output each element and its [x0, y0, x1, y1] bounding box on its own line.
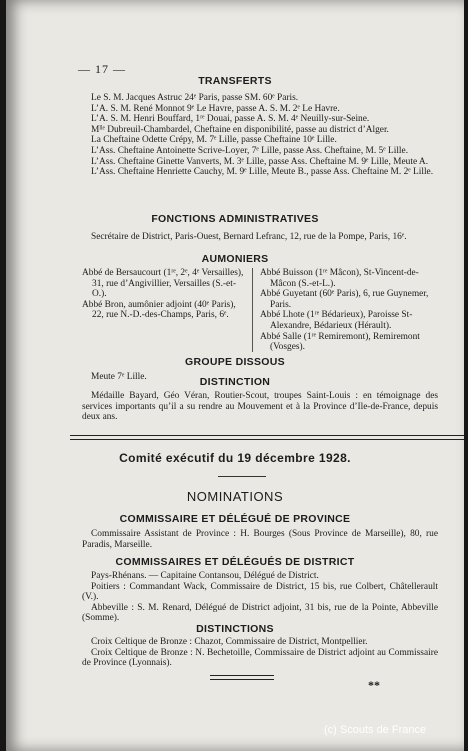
- distinction-heading: DISTINCTION: [199, 376, 271, 388]
- district-entry: Abbeville : S. M. Renard, Délégué de District adjoint, 31 bis, rue de la Pointe, Abbeville (Somme).: [82, 602, 438, 624]
- aumonier-entry: Abbé de Bersaucourt (1ʳᵉ, 2ᵉ, 4ᵉ Versailles), 31, rue d’Angivillier, Versailles (S.-et-O.).: [82, 268, 244, 300]
- commissaire-province-heading: COMMISSAIRE ET DÉLÉGUÉ DE PROVINCE: [119, 513, 351, 525]
- fonctions-text: Secrétaire de District, Paris-Ouest, Bernard Lefranc, 12, rue de la Pompe, Paris, 16ᵉ.: [91, 232, 407, 242]
- commissaire-province-block: [82, 529, 438, 550]
- section-divider: [70, 435, 464, 440]
- transferts-list: [82, 93, 438, 178]
- fonctions-heading: FONCTIONS ADMINISTRATIVES: [151, 213, 319, 225]
- document-page: [6, 0, 464, 751]
- margin-mark: [8, 150, 12, 210]
- transfert-entry: L’A. S. M. Henri Bouffard, 1ʳᵉ Douai, passe A. S. M. 4ᵉ Neuilly-sur-Seine.: [91, 114, 370, 125]
- comite-title: Comité exécutif du 19 décembre 1928.: [119, 451, 351, 465]
- distinction-entry: Croix Celtique de Bronze : Chazot, Commissaire de District, Montpellier.: [91, 637, 368, 647]
- aumonier-entry: Abbé Bron, aumônier adjoint (40ᵉ Paris), 22, rue N.-D.-des-Champs, Paris, 6ᵉ.: [82, 299, 236, 321]
- district-entry: Pays-Rhénans. — Capitaine Contansou, Délégué de District.: [91, 571, 319, 581]
- transfert-entry: L’Ass. Cheftaine Henriette Cauchy, M. 9ᵉ Lille, Meute B., passe Ass. Cheftaine M. 2ᵉ Lille.: [91, 167, 434, 178]
- distinction-entry: Croix Celtique de Bronze : N. Bechetoille, Commissaire de District adjoint au Commissaire de Province (Lyonnais).: [82, 647, 438, 669]
- aumonier-entry: Abbé Buisson (1ʳᵉ Mâcon), St-Vincent-de-Mâcon (S.-et-L.).: [260, 268, 419, 289]
- closing-rule: [210, 675, 274, 680]
- aumonier-entry: Abbé Lhote (1ʳᵉ Bédarieux), Paroisse St-Alexandre, Bédarieux (Hérault).: [260, 310, 413, 331]
- groupe-dissous-text: Meute 7ᵉ Lille.: [91, 372, 147, 382]
- distinction-text: Médaille Bayard, Géo Véran, Routier-Scout, troupes Saint-Louis : en témoignage des services importants qu’il a su rendre au Mouvement et à la Province d’Ile-de-France, depuis deux ans.: [82, 391, 438, 423]
- short-rule: [218, 476, 266, 477]
- distinctions-heading: DISTINCTIONS: [196, 623, 274, 635]
- aumonier-entry: Abbé Salle (1ʳᵉ Remiremont), Remiremont (Vosges).: [260, 331, 420, 353]
- closing-stars: **: [368, 678, 380, 692]
- commissaires-district-heading: COMMISSAIRES ET DÉLÉGUÉS DE DISTRICT: [115, 556, 355, 568]
- aumoniers-heading: AUMONIERS: [201, 253, 269, 265]
- column-divider: [252, 268, 253, 352]
- transfert-entry: L’Ass. Cheftaine Antoinette Scrive-Loyer, 7ᵉ Lille, passe Ass. Cheftaine, M. 5ᵉ Lille.: [91, 145, 409, 156]
- commissaires-district-block: [82, 571, 438, 624]
- fonctions-text-block: [82, 232, 438, 243]
- commissaire-province-text: Commissaire Assistant de Province : H. Bourges (Sous Province de Marseille), 80, rue Paradis, Marseille.: [82, 529, 438, 550]
- aumonier-entry: Abbé Guyetant (60ᵉ Paris), 6, rue Guynemer, Paris.: [260, 289, 429, 310]
- transfert-entry: Mˡˡᵉ Dubreuil-Chambardel, Cheftaine en disponibilité, passe au district d’Alger.: [91, 124, 389, 135]
- nominations-heading: NOMINATIONS: [186, 489, 284, 504]
- distinction-block: [82, 391, 438, 423]
- page-number: — 17 —: [78, 62, 126, 76]
- transfert-entry: L’Ass. Cheftaine Ginette Vanverts, M. 3ᵉ Lille, passe Ass. Cheftaine M. 9ᵉ Lille, Meute A.: [91, 156, 429, 167]
- transfert-entry: Le S. M. Jacques Astruc 24ᵉ Paris, passe SM. 60ᵉ Paris.: [91, 93, 299, 103]
- transferts-heading: TRANSFERTS: [198, 75, 272, 87]
- watermark: (c) Scouts de France: [324, 724, 427, 736]
- transfert-entry: La Cheftaine Odette Crépy, M. 7ᵉ Lille, passe Cheftaine 10ᵉ Lille.: [91, 135, 337, 146]
- aumoniers-left-column: [82, 268, 248, 321]
- distinctions-block: [82, 637, 438, 669]
- aumoniers-right-column: [260, 268, 440, 353]
- district-entry: Poitiers : Commandant Wack, Commissaire de District, 15 bis, rue Colbert, Châtellerault (V.).: [82, 581, 438, 603]
- groupe-dissous-heading: GROUPE DISSOUS: [185, 356, 285, 368]
- transfert-entry: L’A. S. M. René Monnot 9ᵉ Le Havre, passe A. S. M. 2ᵉ Le Havre.: [91, 103, 340, 114]
